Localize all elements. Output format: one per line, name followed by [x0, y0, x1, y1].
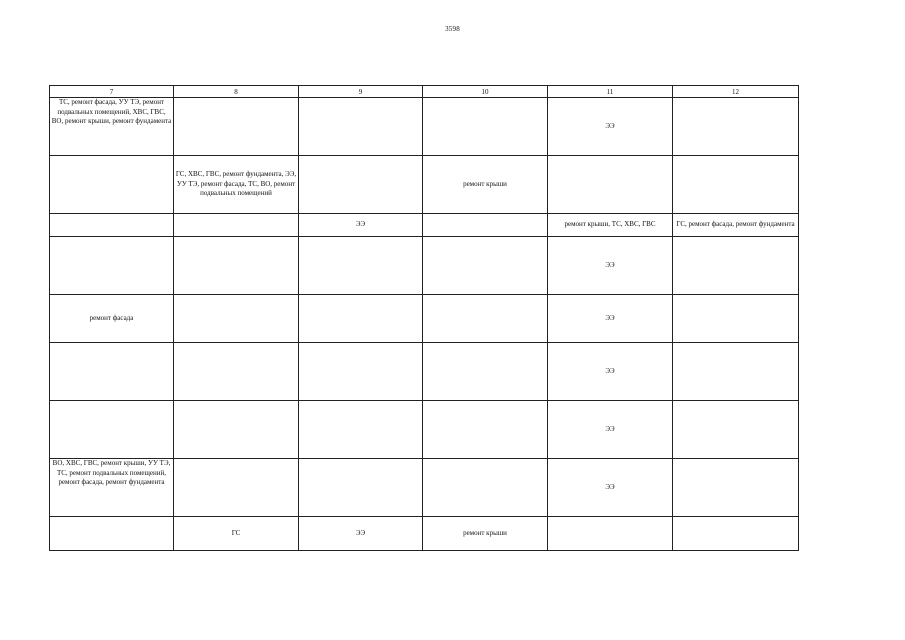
table-cell: [673, 98, 799, 156]
table-row: [50, 517, 799, 551]
works-table: [49, 85, 799, 551]
table-cell: ТС, ремонт фасада, УУ ТЭ, ремонт подвальных помещений, ХВС, ГВС, ВО, ремонт крыши, ремонт фундамента: [50, 98, 174, 156]
table-row: [50, 295, 799, 343]
table-cell: [50, 237, 174, 295]
table-cell: [423, 343, 548, 401]
table-cell: [423, 295, 548, 343]
table-cell: [673, 237, 799, 295]
table-cell: ГС: [174, 517, 299, 551]
table-cell: [50, 214, 174, 237]
table-cell: [423, 401, 548, 459]
table-cell: [299, 295, 423, 343]
table-cell: [673, 517, 799, 551]
column-header: 9: [299, 86, 423, 98]
column-header: 11: [548, 86, 673, 98]
table-cell: ремонт крыши, ТС, ХВС, ГВС: [548, 214, 673, 237]
table-cell: ремонт крыши: [423, 517, 548, 551]
table-cell: ремонт фасада: [50, 295, 174, 343]
table-row: [50, 98, 799, 156]
table-cell: ЭЭ: [548, 459, 673, 517]
table-cell: ЭЭ: [548, 343, 673, 401]
table-cell: ЭЭ: [548, 295, 673, 343]
table-cell: [423, 459, 548, 517]
table-cell: ЭЭ: [548, 237, 673, 295]
table-cell: [423, 98, 548, 156]
table-cell: [673, 156, 799, 214]
table-cell: [673, 295, 799, 343]
table-cell: ЭЭ: [548, 98, 673, 156]
table-cell: [174, 401, 299, 459]
table-cell: [548, 156, 673, 214]
table-cell: [299, 401, 423, 459]
table-row: [50, 343, 799, 401]
table-row: [50, 214, 799, 237]
column-header: 7: [50, 86, 174, 98]
table-cell: ВО, ХВС, ГВС, ремонт крыши, УУ ТЭ, ТС, ремонт подвальных помещений, ремонт фасада, ремонт фундамента: [50, 459, 174, 517]
table-cell: ЭЭ: [299, 214, 423, 237]
table-cell: [299, 237, 423, 295]
table-cell: [299, 156, 423, 214]
table-cell: [50, 401, 174, 459]
table-cell: [50, 517, 174, 551]
table-cell: [174, 295, 299, 343]
table-cell: [174, 214, 299, 237]
table-cell: [423, 214, 548, 237]
column-header: 12: [673, 86, 799, 98]
column-header: 8: [174, 86, 299, 98]
table-cell: [548, 517, 673, 551]
table-cell: ремонт крыши: [423, 156, 548, 214]
table-cell: [174, 343, 299, 401]
table-cell: ГС, ХВС, ГВС, ремонт фундамента, ЭЭ, УУ ТЭ, ремонт фасада, ТС, ВО, ремонт подвальных помещений: [174, 156, 299, 214]
table-row: [50, 459, 799, 517]
table-header-row: [50, 86, 799, 98]
table-cell: [174, 459, 299, 517]
table-row: [50, 156, 799, 214]
table-cell: [50, 343, 174, 401]
table-cell: [673, 459, 799, 517]
table-cell: [299, 98, 423, 156]
table-cell: [174, 237, 299, 295]
table-cell: [673, 401, 799, 459]
table-row: [50, 237, 799, 295]
table-cell: [299, 343, 423, 401]
table-row: [50, 401, 799, 459]
table-cell: ГС, ремонт фасада, ремонт фундамента: [673, 214, 799, 237]
column-header: 10: [423, 86, 548, 98]
page-number: 3598: [445, 25, 460, 33]
table-cell: [673, 343, 799, 401]
table-cell: [174, 98, 299, 156]
table-cell: [299, 459, 423, 517]
table-cell: ЭЭ: [548, 401, 673, 459]
table-cell: ЭЭ: [299, 517, 423, 551]
table-cell: [423, 237, 548, 295]
table-cell: [50, 156, 174, 214]
